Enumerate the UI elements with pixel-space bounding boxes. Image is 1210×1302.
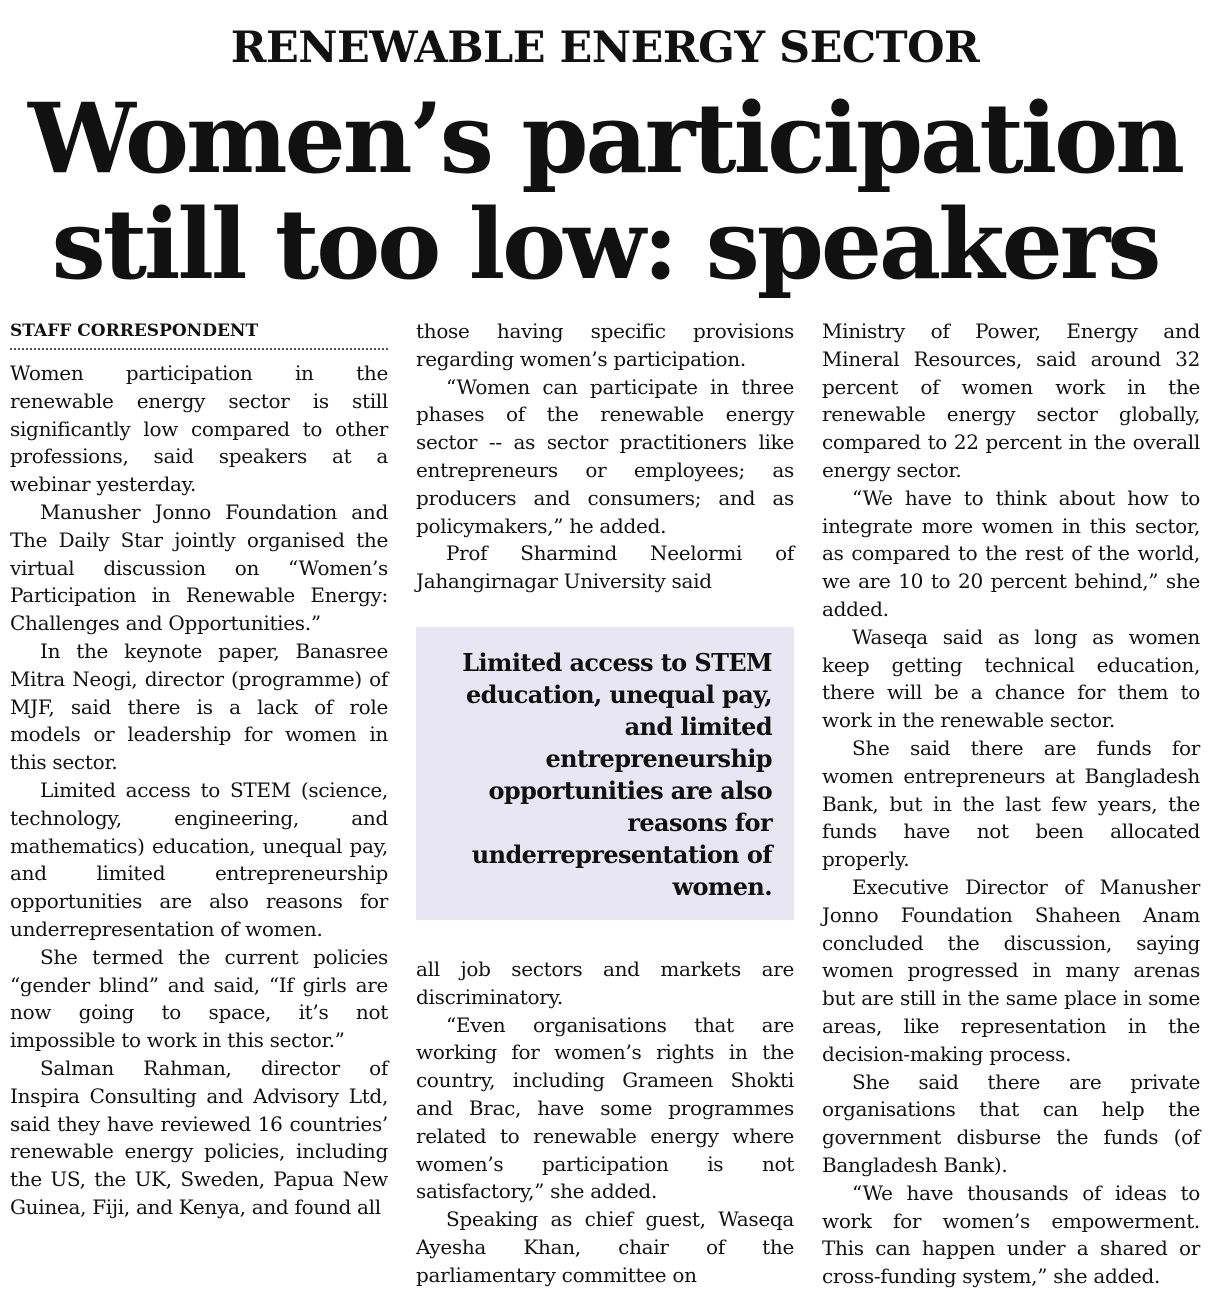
paragraph: “We have thousands of ideas to work for women’s empowerment. This can happen under a shared or cross-funding system,” she added.	[822, 1180, 1200, 1289]
paragraph: Women participation in the renewable energy sector is still significantly low compared to other professions, said speakers at a webinar yesterday.	[10, 361, 388, 497]
paragraph: Speaking as chief guest, Waseqa Ayesha Khan, chair of the parliamentary committee on	[416, 1207, 794, 1287]
paragraph: Limited access to STEM (science, technology, engineering, and mathematics) education, unequal pay, and limited entrepreneurship opportunities are also reasons for underrepresentation of women.	[10, 777, 388, 941]
headline-line-2: still too low: speakers	[51, 188, 1159, 301]
headline-line-1: Women’s participation	[28, 82, 1182, 195]
column-1	[10, 318, 388, 1222]
paragraph: She termed the current policies “gender blind” and said, “If girls are now going to space, it’s not impossible to work in this sector.”	[10, 944, 388, 1053]
paragraph: those having specific provisions regarding women’s participation.	[416, 319, 794, 371]
paragraph: Salman Rahman, director of Inspira Consulting and Advisory Ltd, said they have reviewed 16 countries’ renewable energy policies, including the US, the UK, Sweden, Papua New Guinea, Fiji, and Kenya, and found all	[10, 1055, 388, 1219]
section-kicker: RENEWABLE ENERGY SECTOR	[230, 23, 980, 73]
paragraph: Executive Director of Manusher Jonno Foundation Shaheen Anam concluded the discussion, saying women progressed in many arenas but are still in the same place in some areas, like representation in the decision-making process.	[822, 874, 1200, 1066]
paragraph: Prof Sharmind Neelormi of Jahangirnagar University said	[416, 541, 794, 594]
paragraph: Waseqa said as long as women keep getting technical education, there will be a chance for them to work in the renewable sector.	[822, 624, 1200, 733]
paragraph: “Women can participate in three phases of the renewable energy sector -- as sector practitioners like entrepreneurs or employees; as producers and consumers; and as policymakers,” he added.	[416, 374, 794, 538]
byline: STAFF CORRESPONDENT	[10, 318, 388, 350]
paragraph: In the keynote paper, Banasree Mitra Neogi, director (programme) of MJF, said there is a lack of role models or leadership for women in this sector.	[10, 638, 388, 775]
paragraph: Ministry of Power, Energy and Mineral Resources, said around 32 percent of women work in the renewable energy sector globally, compared to 22 percent in the overall energy sector.	[822, 319, 1200, 482]
paragraph: “We have to think about how to integrate more women in this sector, as compared to the rest of the world, we are 10 to 20 percent behind,” she added.	[822, 485, 1200, 621]
paragraph: all job sectors and markets are discriminatory.	[416, 957, 794, 1009]
paragraph: She said there are private organisations that can help the government disburse the funds (of Bangladesh Bank).	[822, 1069, 1200, 1177]
paragraph: Manusher Jonno Foundation and The Daily Star jointly organised the virtual discussion on “Women’s Participation in Renewable Energy: Challenges and Opportunities.”	[10, 499, 388, 636]
paragraph: “Even organisations that are working for women’s rights in the country, including Grameen Shokti and Brac, have some programmes related to renewable energy where women’s participation is not satisfactory,” she added.	[416, 1012, 794, 1204]
column-2-bottom	[416, 956, 794, 1290]
pull-quote: Limited access to STEM education, unequal pay, and limited entrepreneurship opportunities are also reasons for underrepresentation of women.	[416, 627, 794, 920]
column-2-top	[416, 318, 794, 596]
headline	[0, 82, 1210, 301]
column-3	[822, 318, 1200, 1291]
paragraph: She said there are funds for women entrepreneurs at Bangladesh Bank, but in the last few years, the funds have not been allocated properly.	[822, 735, 1200, 872]
